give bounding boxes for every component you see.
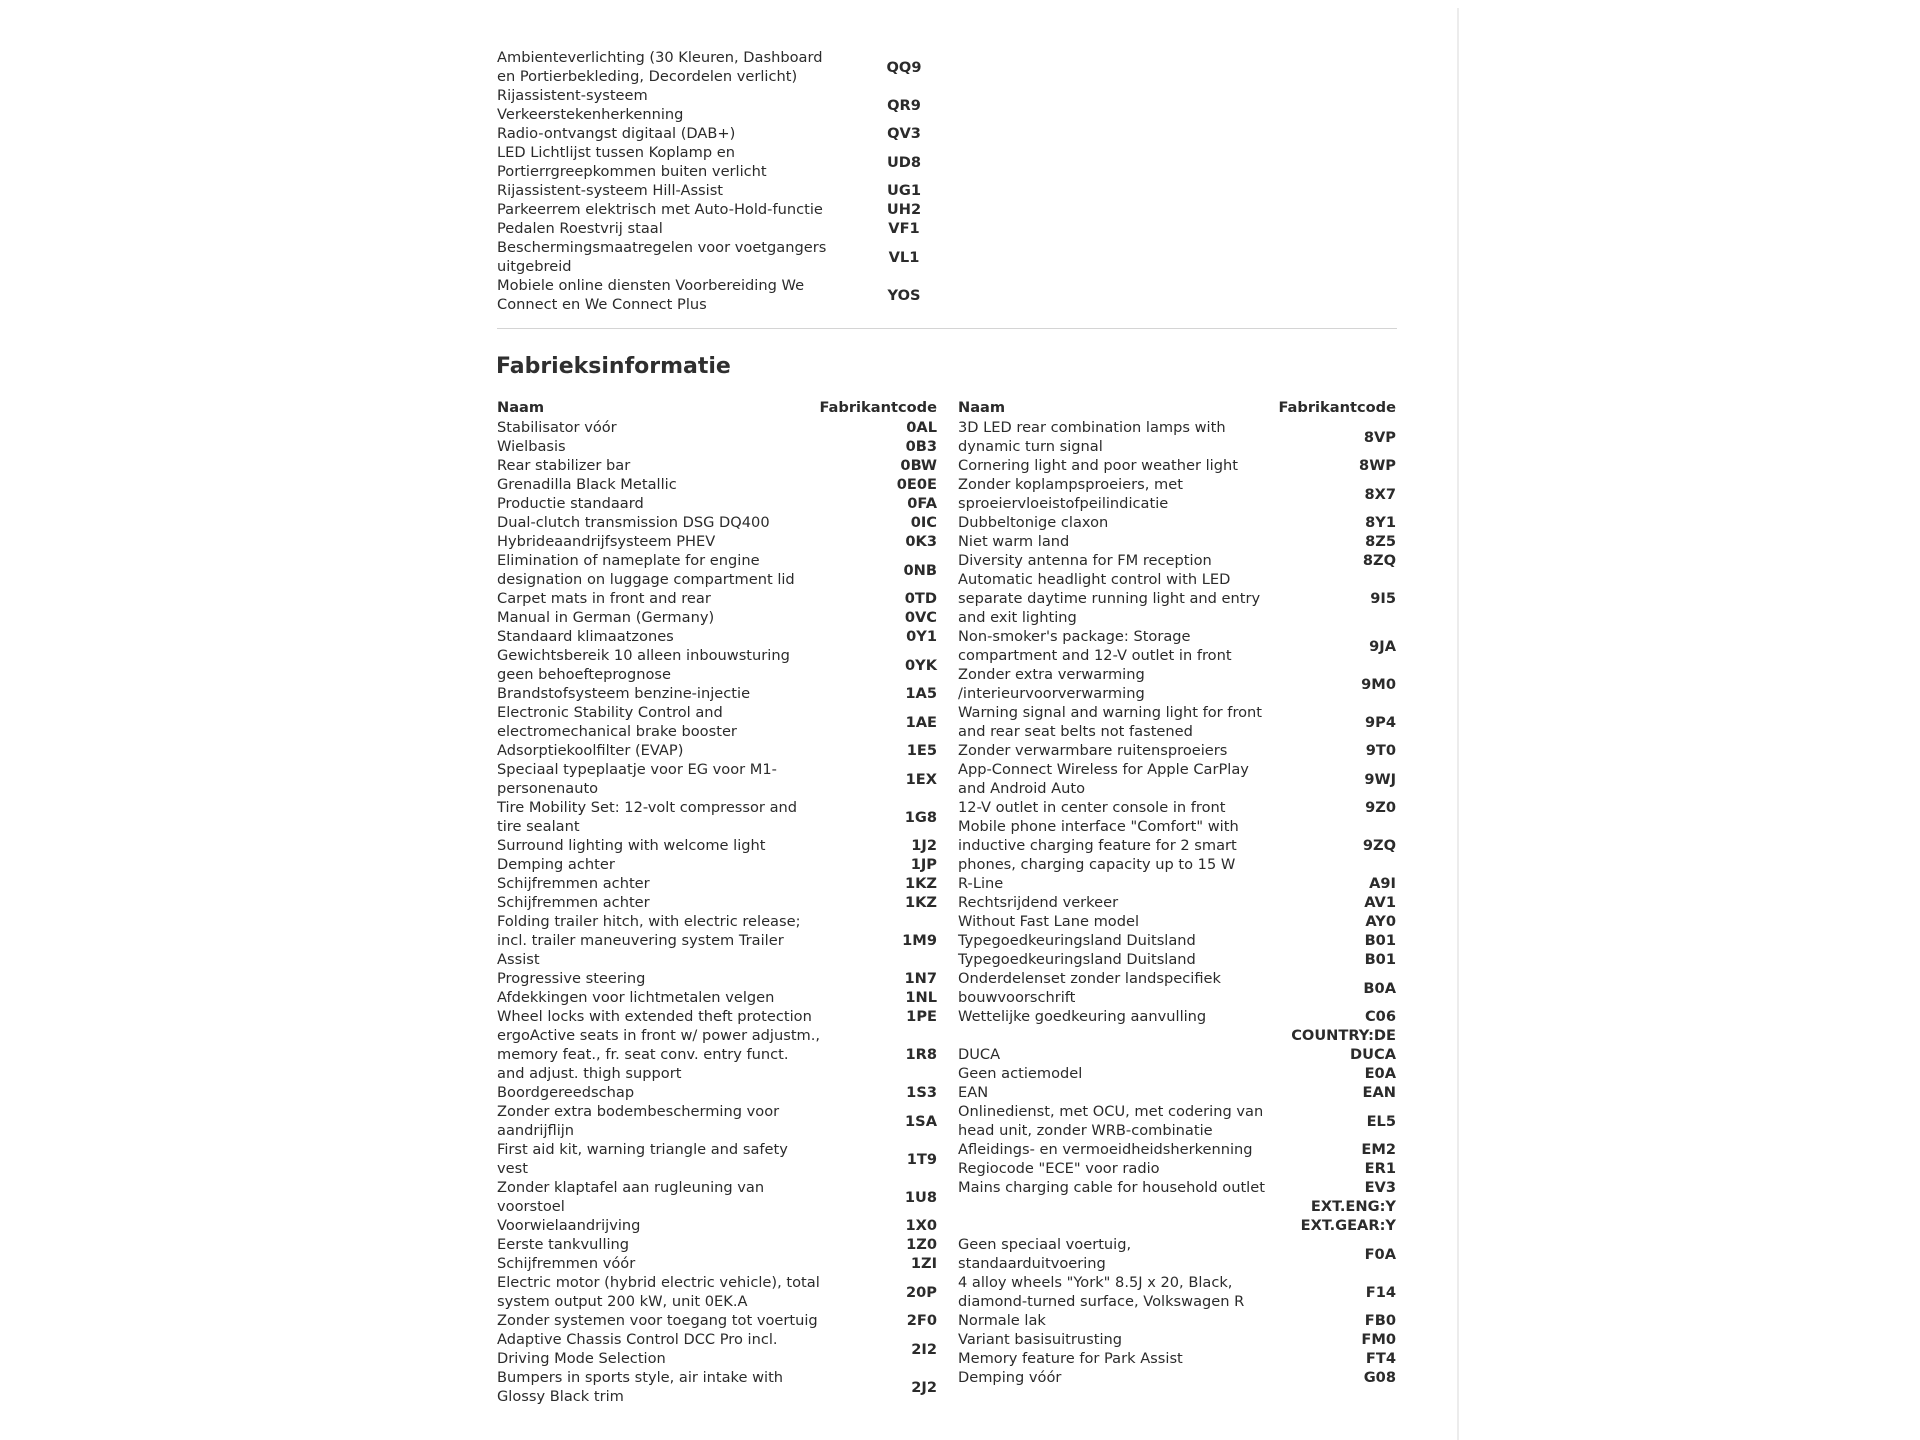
table-row	[958, 703, 1396, 741]
item-name: Non-smoker's package: Storage compartment and 12-V outlet in front	[958, 628, 1232, 664]
item-code: 1PE	[906, 1008, 937, 1025]
header-code: Fabrikantcode	[819, 399, 937, 416]
item-code: YOS	[887, 286, 921, 304]
item-code: UH2	[886, 201, 922, 218]
item-code: 8X7	[1364, 485, 1396, 503]
item-name: Elimination of nameplate for engine designation on luggage compartment lid	[497, 552, 795, 588]
item-name: Cornering light and poor weather light	[958, 457, 1238, 474]
table-row	[497, 1330, 937, 1368]
item-code: 1G8	[904, 808, 937, 826]
item-name: 4 alloy wheels "York" 8.5J x 20, Black, diamond-turned surface, Volkswagen R	[958, 1274, 1245, 1310]
item-code: 1JP	[910, 856, 937, 873]
item-code: EAN	[1362, 1084, 1396, 1101]
item-code: 0NB	[903, 561, 937, 579]
item-name: Electric motor (hybrid electric vehicle), total system output 200 kW, unit 0EK.A	[497, 1274, 820, 1310]
item-name: Regiocode "ECE" voor radio	[958, 1160, 1160, 1177]
item-code: 1KZ	[904, 875, 937, 892]
table-row	[497, 513, 937, 532]
item-code: 0FA	[907, 495, 937, 512]
item-name: Afdekkingen voor lichtmetalen velgen	[497, 989, 775, 1006]
table-row	[958, 893, 1396, 912]
item-code: EM2	[1361, 1141, 1396, 1158]
item-code: FB0	[1364, 1312, 1396, 1329]
item-code: 1NL	[905, 989, 937, 1006]
table-row	[497, 741, 937, 760]
table-row	[497, 494, 937, 513]
table-row	[958, 1083, 1396, 1102]
item-name: Schijfremmen achter	[497, 875, 650, 892]
item-name: Zonder systemen voor toegang tot voertuig	[497, 1312, 818, 1329]
table-row	[497, 836, 937, 855]
table-row	[958, 1235, 1396, 1273]
item-name: Tire Mobility Set: 12-volt compressor and tire sealant	[497, 799, 798, 835]
table-row	[958, 1330, 1396, 1349]
table-row	[958, 1349, 1396, 1368]
item-code: 9JA	[1369, 637, 1396, 655]
item-name: Voorwielaandrijving	[497, 1217, 641, 1234]
item-name: Rear stabilizer bar	[497, 457, 631, 474]
table-row	[497, 589, 937, 608]
item-code: COUNTRY:DE	[1291, 1027, 1396, 1044]
item-name: Zonder klaptafel aan rugleuning van voorstoel	[497, 1179, 765, 1215]
item-name: Speciaal typeplaatje voor EG voor M1- personenauto	[497, 761, 777, 797]
item-code: 2F0	[906, 1312, 937, 1329]
scan-edge-line	[1457, 8, 1459, 1440]
table-row	[958, 570, 1396, 627]
table-row	[497, 219, 947, 238]
table-row	[497, 1178, 937, 1216]
table-row	[958, 741, 1396, 760]
item-name: Niet warm land	[958, 533, 1070, 550]
table-row	[497, 703, 937, 741]
header-name: Naam	[958, 399, 1006, 416]
item-code: FM0	[1361, 1331, 1396, 1348]
item-code: UG1	[887, 182, 921, 199]
item-code: F0A	[1364, 1245, 1396, 1263]
item-name: Boordgereedschap	[497, 1084, 635, 1101]
item-name: Typegoedkeuringsland Duitsland	[958, 951, 1196, 968]
item-code: EXT.ENG:Y	[1310, 1198, 1396, 1215]
table-row	[958, 665, 1396, 703]
item-name: Mobiele online diensten Voorbereiding We Connect en We Connect Plus	[497, 277, 805, 313]
table-row	[497, 1007, 937, 1026]
item-code: VL1	[888, 248, 920, 266]
item-code: QQ9	[886, 58, 922, 76]
item-name: Dubbeltonige claxon	[958, 514, 1109, 531]
table-row	[958, 950, 1396, 969]
item-name: Zonder extra bodembescherming voor aandrijflijn	[497, 1103, 780, 1139]
table-row	[497, 988, 937, 1007]
table-row	[497, 1140, 937, 1178]
item-name: Hybrideaandrijfsysteem PHEV	[497, 533, 716, 550]
item-name: Geen speciaal voertuig, standaarduitvoering	[958, 1236, 1132, 1272]
item-name: Mains charging cable for household outlet	[958, 1179, 1265, 1196]
item-name: Memory feature for Park Assist	[958, 1350, 1183, 1367]
table-row	[497, 1254, 937, 1273]
table-row	[958, 1045, 1396, 1064]
table-row	[958, 532, 1396, 551]
table-row	[497, 532, 937, 551]
table-row	[958, 1007, 1396, 1026]
table-row	[497, 684, 937, 703]
item-code: 0BW	[900, 457, 937, 474]
item-name: Wettelijke goedkeuring aanvulling	[958, 1008, 1207, 1025]
item-code: QV3	[887, 125, 921, 142]
table-row	[497, 627, 937, 646]
item-name: Schijfremmen vóór	[497, 1255, 636, 1272]
item-code: 9M0	[1361, 675, 1396, 693]
item-code: E0A	[1364, 1065, 1396, 1082]
table-row	[958, 969, 1396, 1007]
item-name: Folding trailer hitch, with electric release; incl. trailer maneuvering system Trailer Assist	[497, 913, 801, 968]
table-row	[497, 608, 937, 627]
item-name: Variant basisuitrusting	[958, 1331, 1123, 1348]
factory-table-right	[958, 399, 1396, 1399]
item-code: 0K3	[905, 533, 937, 550]
item-name: Adsorptiekoolfilter (EVAP)	[497, 742, 684, 759]
table-row	[497, 551, 937, 589]
item-name: Normale lak	[958, 1312, 1046, 1329]
item-code: 8WP	[1359, 457, 1396, 474]
table-row	[958, 1026, 1396, 1045]
item-name: Parkeerrem elektrisch met Auto-Hold-functie	[497, 201, 823, 218]
item-code: 1AE	[905, 713, 937, 731]
item-name: LED Lichtlijst tussen Koplamp en Portierrgreepkommen buiten verlicht	[497, 144, 767, 180]
item-name: Ambienteverlichting (30 Kleuren, Dashboard en Portierbekleding, Decordelen verlicht)	[497, 49, 823, 85]
table-row	[497, 456, 937, 475]
table-row	[497, 760, 937, 798]
item-code: 1KZ	[904, 894, 937, 911]
table-row	[958, 931, 1396, 950]
item-code: EV3	[1364, 1179, 1396, 1196]
item-name: ergoActive seats in front w/ power adjustm., memory feat., fr. seat conv. entry funct. and adjust. thigh support	[497, 1027, 821, 1082]
table-row	[497, 48, 947, 86]
item-name: Bumpers in sports style, air intake with Glossy Black trim	[497, 1369, 784, 1405]
item-name: Without Fast Lane model	[958, 913, 1140, 930]
item-code: 1U8	[904, 1188, 937, 1206]
table-row	[958, 1273, 1396, 1311]
item-name: Adaptive Chassis Control DCC Pro incl. Driving Mode Selection	[497, 1331, 778, 1367]
item-name: Warning signal and warning light for front and rear seat belts not fastened	[958, 704, 1263, 740]
table-header	[497, 399, 937, 418]
table-row	[497, 1216, 937, 1235]
item-name: Manual in German (Germany)	[497, 609, 715, 626]
item-code: UD8	[886, 153, 922, 171]
table-row	[958, 1102, 1396, 1140]
table-row	[958, 627, 1396, 665]
item-name: Typegoedkeuringsland Duitsland	[958, 932, 1196, 949]
table-row	[497, 1083, 937, 1102]
item-name: Brandstofsysteem benzine-injectie	[497, 685, 751, 702]
item-name: EAN	[958, 1084, 989, 1101]
item-code: DUCA	[1350, 1046, 1396, 1063]
table-row	[497, 855, 937, 874]
item-code: EL5	[1366, 1112, 1396, 1130]
table-row	[958, 1197, 1396, 1216]
table-row	[497, 437, 937, 456]
item-code: EXT.GEAR:Y	[1300, 1217, 1396, 1234]
item-name: Rijassistent-systeem Verkeerstekenherkenning	[497, 87, 684, 123]
item-code: A9I	[1369, 875, 1396, 892]
item-code: 9ZQ	[1362, 837, 1396, 854]
table-row	[958, 912, 1396, 931]
table-row	[497, 874, 937, 893]
item-code: 0IC	[910, 514, 937, 531]
table-row	[958, 1159, 1396, 1178]
table-row	[958, 418, 1396, 456]
table-row	[958, 456, 1396, 475]
item-name: Mobile phone interface "Comfort" with inductive charging feature for 2 smart phones, charging capacity up to 15 W	[958, 818, 1239, 873]
item-code: VF1	[888, 220, 920, 237]
item-code: 1M9	[902, 932, 937, 949]
item-name: Eerste tankvulling	[497, 1236, 630, 1253]
item-code: 0E0E	[896, 476, 937, 493]
item-name: Geen actiemodel	[958, 1065, 1083, 1082]
item-code: 1SA	[905, 1112, 937, 1130]
item-name: Wheel locks with extended theft protection	[497, 1008, 812, 1025]
table-row	[497, 238, 947, 276]
item-code: 1E5	[906, 742, 937, 759]
table-row	[958, 1368, 1396, 1387]
table-row	[958, 1216, 1396, 1235]
table-row	[497, 1026, 937, 1083]
table-row	[497, 1102, 937, 1140]
table-row	[958, 1311, 1396, 1330]
item-name: Zonder extra verwarming /interieurvoorverwarming	[958, 666, 1145, 702]
table-row	[497, 124, 947, 143]
item-name: Stabilisator vóór	[497, 419, 617, 436]
table-row	[958, 1178, 1396, 1197]
item-name: Progressive steering	[497, 970, 646, 987]
table-row	[497, 418, 937, 437]
table-row	[958, 874, 1396, 893]
item-code: 20P	[905, 1283, 937, 1301]
table-row	[958, 760, 1396, 798]
table-row	[497, 646, 937, 684]
table-row	[497, 1311, 937, 1330]
item-name: DUCA	[958, 1046, 1001, 1063]
table-row	[958, 798, 1396, 817]
item-name: Rijassistent-systeem Hill-Assist	[497, 182, 724, 199]
item-code: 1X0	[905, 1217, 937, 1234]
table-row	[497, 181, 947, 200]
item-code: QR9	[887, 96, 921, 114]
table-row	[497, 1273, 937, 1311]
item-name: Electronic Stability Control and electromechanical brake booster	[497, 704, 737, 740]
item-code: B01	[1364, 932, 1396, 949]
item-name: Dual-clutch transmission DSG DQ400	[497, 514, 770, 531]
table-row	[497, 912, 937, 969]
item-name: Beschermingsmaatregelen voor voetgangers uitgebreid	[497, 239, 827, 275]
item-code: FT4	[1365, 1350, 1396, 1367]
table-row	[497, 475, 937, 494]
item-code: 0Y1	[906, 628, 937, 645]
item-name: Grenadilla Black Metallic	[497, 476, 677, 493]
item-code: 1A5	[905, 685, 937, 702]
item-code: B01	[1364, 951, 1396, 968]
table-header	[958, 399, 1396, 418]
item-code: 8Y1	[1365, 514, 1396, 531]
item-name: Schijfremmen achter	[497, 894, 650, 911]
item-name: Diversity antenna for FM reception	[958, 552, 1212, 569]
header-code: Fabrikantcode	[1278, 399, 1396, 416]
item-name: Afleidings- en vermoeidheidsherkenning	[958, 1141, 1253, 1158]
item-name: Demping achter	[497, 856, 615, 873]
item-name: 12-V outlet in center console in front	[958, 799, 1226, 816]
item-code: 8ZQ	[1362, 552, 1396, 569]
table-row	[497, 969, 937, 988]
item-code: 8Z5	[1365, 533, 1396, 550]
item-code: AV1	[1364, 894, 1396, 911]
item-name: Zonder verwarmbare ruitensproeiers	[958, 742, 1228, 759]
item-code: F14	[1365, 1283, 1396, 1301]
item-code: 1EX	[905, 770, 937, 788]
item-name: Radio-ontvangst digitaal (DAB+)	[497, 125, 736, 142]
item-name: Onlinedienst, met OCU, met codering van head unit, zonder WRB-combinatie	[958, 1103, 1264, 1139]
item-code: 0YK	[904, 656, 937, 674]
item-code: 0AL	[906, 419, 937, 436]
item-name: First aid kit, warning triangle and safety vest	[497, 1141, 788, 1177]
item-code: 9T0	[1365, 742, 1396, 759]
item-code: 1Z0	[906, 1236, 937, 1253]
factory-table-left	[497, 399, 937, 1405]
table-row	[497, 143, 947, 181]
section-title: Fabrieksinformatie	[496, 354, 731, 379]
item-name: Onderdelenset zonder landspecifiek bouwvoorschrift	[958, 970, 1221, 1006]
item-code: 8VP	[1363, 428, 1396, 446]
section-divider	[497, 328, 1397, 329]
item-code: 9P4	[1364, 713, 1396, 731]
item-code: 1J2	[911, 837, 937, 854]
item-name: Productie standaard	[497, 495, 644, 512]
item-code: ER1	[1364, 1160, 1396, 1177]
item-name: Pedalen Roestvrij staal	[497, 220, 663, 237]
item-name: R-Line	[958, 875, 1004, 892]
item-name: Surround lighting with welcome light	[497, 837, 766, 854]
item-name: Carpet mats in front and rear	[497, 590, 711, 607]
item-code: C06	[1364, 1008, 1396, 1025]
item-code: 1ZI	[910, 1255, 937, 1272]
item-code: AY0	[1365, 913, 1396, 930]
item-code: 0TD	[904, 590, 937, 607]
table-row	[497, 200, 947, 219]
item-name: Demping vóór	[958, 1369, 1062, 1386]
table-row	[497, 86, 947, 124]
item-code: 2J2	[911, 1378, 937, 1396]
item-name: Zonder koplampsproeiers, met sproeiervloeistofpeilindicatie	[958, 476, 1183, 512]
item-name: Wielbasis	[497, 438, 566, 455]
table-row	[958, 475, 1396, 513]
table-row	[958, 1064, 1396, 1083]
item-name: Gewichtsbereik 10 alleen inbouwsturing geen behoefteprognose	[497, 647, 790, 683]
table-row	[958, 1140, 1396, 1159]
table-row	[497, 798, 937, 836]
item-code: 1N7	[904, 970, 937, 987]
table-row	[497, 276, 947, 314]
item-name: 3D LED rear combination lamps with dynamic turn signal	[958, 419, 1226, 455]
item-code: 0VC	[904, 609, 937, 626]
table-row	[958, 513, 1396, 532]
item-name: App-Connect Wireless for Apple CarPlay and Android Auto	[958, 761, 1249, 797]
item-code: 1T9	[906, 1150, 937, 1168]
table-row	[497, 1368, 937, 1406]
table-row	[958, 817, 1396, 874]
item-code: B0A	[1363, 979, 1396, 997]
item-code: 2I2	[911, 1340, 937, 1358]
item-name: Rechtsrijdend verkeer	[958, 894, 1119, 911]
table-row	[497, 893, 937, 912]
item-code: 1R8	[905, 1046, 937, 1063]
item-code: G08	[1363, 1369, 1396, 1386]
header-name: Naam	[497, 399, 545, 416]
table-row	[497, 1235, 937, 1254]
item-code: 9I5	[1370, 590, 1396, 607]
item-name: Automatic headlight control with LED separate daytime running light and entry and exit lighting	[958, 571, 1261, 626]
item-name: Standaard klimaatzones	[497, 628, 674, 645]
item-code: 9WJ	[1364, 770, 1396, 788]
table-row	[958, 551, 1396, 570]
item-code: 9Z0	[1365, 799, 1396, 816]
item-code: 0B3	[905, 438, 937, 455]
item-code: 1S3	[906, 1084, 937, 1101]
